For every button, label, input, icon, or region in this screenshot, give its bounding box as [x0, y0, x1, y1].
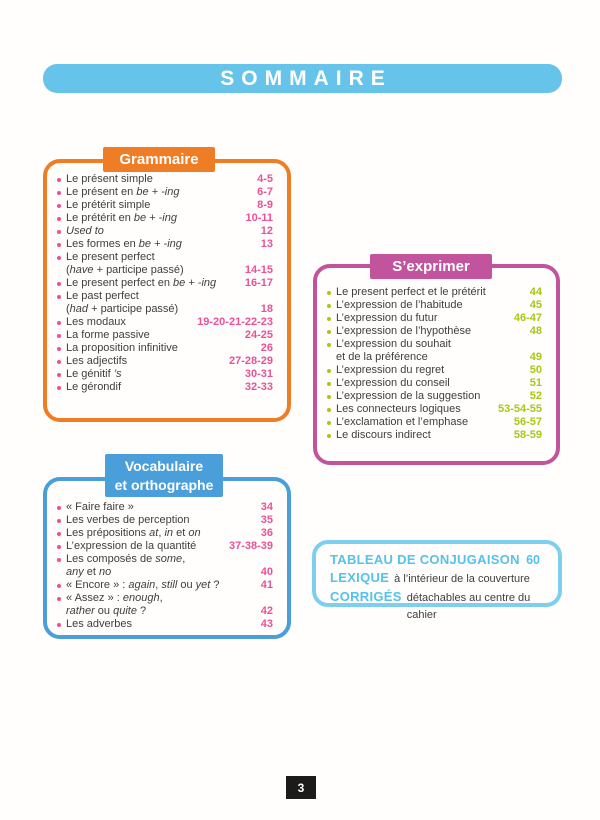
item-page: 43: [260, 618, 273, 630]
item-label: L’expression du souhait et de la préférence: [336, 338, 451, 363]
item-page: 26: [260, 342, 273, 354]
item-label: « Assez » : enough, rather ou quite ?: [66, 592, 163, 617]
item-label: Le présent simple: [66, 173, 153, 185]
section-box: [43, 477, 291, 639]
item-label: Le prétérit en be + -ing: [66, 212, 177, 224]
item-page: 49: [529, 351, 542, 363]
item-page: 19-20-21-22-23: [197, 316, 273, 328]
section-tab: [103, 147, 215, 172]
item-page: 36: [260, 527, 273, 539]
page-title: SOMMAIRE: [220, 66, 392, 90]
item-label: Les modaux: [66, 316, 126, 328]
info-page: 60: [526, 553, 540, 567]
page-number: 3: [297, 780, 305, 795]
item-page: 32-33: [244, 381, 273, 393]
item-page: 41: [260, 579, 273, 591]
item-page: 48: [529, 325, 542, 337]
toc-item: [55, 592, 275, 618]
item-label: Le gérondif: [66, 381, 122, 393]
item-page: 45: [529, 299, 542, 311]
toc-item: [55, 527, 275, 540]
item-page: 50: [529, 364, 542, 376]
section-title: Vocabulaire: [124, 457, 204, 474]
info-label: CORRIGÉS: [330, 589, 402, 604]
info-row-lexique: [330, 569, 540, 588]
item-label: L’exclamation et l’emphase: [336, 416, 469, 428]
item-label: L’expression du regret: [336, 364, 445, 376]
item-label: « Faire faire »: [66, 501, 134, 513]
item-label: L’expression de la quantité: [66, 540, 197, 552]
item-page: 35: [260, 514, 273, 526]
bullet-icon: [57, 558, 61, 562]
toc-item: [55, 540, 275, 553]
info-label: TABLEAU DE CONJUGAISON: [330, 552, 520, 567]
item-page: 4-5: [257, 173, 273, 185]
item-label: La proposition infinitive: [66, 342, 178, 354]
item-page: 42: [260, 605, 273, 617]
item-page: 24-25: [244, 329, 273, 341]
item-label: « Encore » : again, still ou yet ?: [66, 579, 220, 591]
item-label: Le génitif ’s: [66, 368, 122, 380]
item-label: Le discours indirect: [336, 429, 431, 441]
toc-item: [55, 501, 275, 514]
section-title: Grammaire: [119, 151, 199, 168]
bullet-icon: [57, 597, 61, 601]
item-label: L’expression de l’habitude: [336, 299, 463, 311]
item-label: Les connecteurs logiques: [336, 403, 461, 415]
item-page: 30-31: [244, 368, 273, 380]
item-label: Les adjectifs: [66, 355, 128, 367]
item-page: 16-17: [244, 277, 273, 289]
item-page: 10-11: [245, 212, 273, 224]
bullet-icon: [57, 545, 61, 549]
bullet-icon: [57, 532, 61, 536]
page-number-badge: [286, 776, 316, 799]
item-page: 14-15: [244, 264, 273, 276]
item-label: Le present perfect en be + -ing: [66, 277, 217, 289]
section-tab: [105, 454, 223, 497]
section-title: et orthographe: [114, 476, 214, 493]
item-label: Le past perfect (had + participe passé): [66, 290, 179, 315]
bullet-icon: [57, 519, 61, 523]
item-label: Les composés de some, any et no: [66, 553, 186, 578]
info-text: détachables au centre du cahier: [406, 592, 531, 621]
item-label: L’expression du futur: [336, 312, 438, 324]
item-label: Le prétérit simple: [66, 199, 151, 211]
item-label: L’expression de l’hypothèse: [336, 325, 472, 337]
item-label: Le present perfect (have + participe passé): [66, 251, 184, 276]
item-label: Le present perfect et le prétérit: [336, 286, 486, 298]
info-row-tableau: [330, 551, 540, 569]
bullet-icon: [57, 584, 61, 588]
info-text: à l’intérieur de la couverture: [394, 573, 530, 585]
toc-item: [55, 618, 275, 631]
bullet-icon: [57, 506, 61, 510]
item-page: 51: [529, 377, 542, 389]
item-page: 53-54-55: [497, 403, 542, 415]
item-label: L’expression du conseil: [336, 377, 450, 389]
item-label: Les adverbes: [66, 618, 133, 630]
item-page: 8-9: [257, 199, 273, 211]
item-page: 18: [260, 303, 273, 315]
item-page: 37-38-39: [228, 540, 273, 552]
item-page: 6-7: [257, 186, 273, 198]
item-page: 40: [260, 566, 273, 578]
bullet-icon: [57, 623, 61, 627]
section-tab: [370, 254, 492, 279]
item-page: 52: [529, 390, 542, 402]
info-row-corriges: [330, 588, 540, 624]
section-title: S’exprimer: [392, 258, 470, 275]
toc-item: [55, 579, 275, 592]
item-page: 12: [260, 225, 273, 237]
item-page: 13: [260, 238, 273, 250]
item-page: 58-59: [513, 429, 542, 441]
item-label: Les prépositions at, in et on: [66, 527, 201, 539]
item-page: 46-47: [513, 312, 542, 324]
toc-item: [55, 514, 275, 527]
item-label: La forme passive: [66, 329, 150, 341]
item-label: Le présent en be + -ing: [66, 186, 180, 198]
toc-item: [55, 553, 275, 579]
item-label: L’expression de la suggestion: [336, 390, 481, 402]
info-label: LEXIQUE: [330, 570, 390, 585]
toc-list: [47, 481, 287, 631]
item-label: Les formes en be + -ing: [66, 238, 182, 250]
info-box: [312, 540, 562, 621]
item-page: 27-28-29: [228, 355, 273, 367]
item-page: 34: [260, 501, 273, 513]
item-page: 56-57: [513, 416, 542, 428]
item-label: Used to: [66, 225, 104, 237]
item-page: 44: [529, 286, 542, 298]
item-label: Les verbes de perception: [66, 514, 190, 526]
